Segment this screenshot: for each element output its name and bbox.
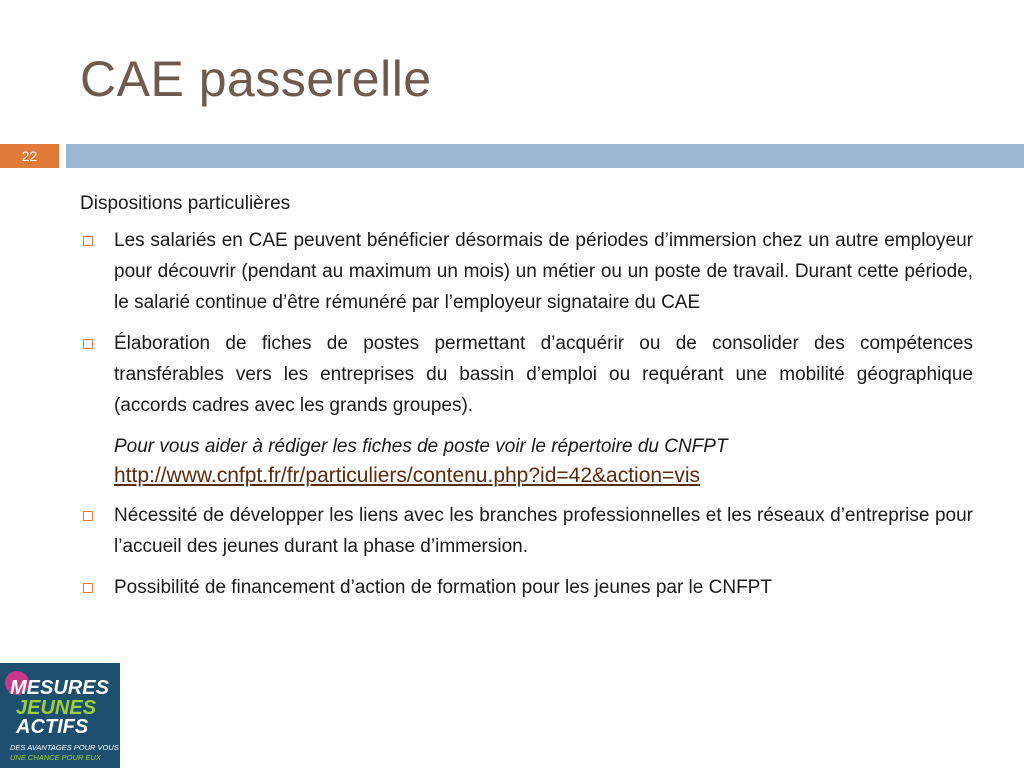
mesures-jeunes-actifs-logo: [0, 663, 120, 768]
bullet-item: [80, 500, 973, 562]
logo-line-mesures: MESURES: [10, 677, 109, 699]
logo-line-actifs: ACTIFS: [16, 716, 89, 738]
bullet-text: Possibilité de financement d’action de formation pour les jeunes par le CNFPT: [114, 577, 772, 598]
square-bullet-icon: [83, 511, 93, 521]
bullet-item: [80, 225, 973, 318]
square-bullet-icon: [83, 236, 93, 246]
logo-line-jeunes: JEUNES: [16, 697, 97, 719]
title-divider-bar: [66, 144, 1024, 168]
slide-content: [80, 188, 973, 613]
bullet-item: [80, 572, 973, 603]
note-paragraph: [80, 431, 973, 490]
bullet-text: Nécessité de développer les liens avec les branches professionnelles et les réseaux d’entreprise pour l’accueil des jeunes durant la phase d’immersion.: [114, 505, 973, 557]
slide-number: 22: [0, 144, 59, 168]
bullet-text: Élaboration de fiches de postes permettant d’acquérir ou de consolider des compétences transférables vers les entreprises du bassin d’emploi ou requérant une mobilité géographique (accords cadres avec les grands groupes).: [114, 333, 973, 416]
section-subheading: Dispositions particulières: [80, 193, 291, 214]
logo-tagline-1: DES AVANTAGES POUR VOUS: [10, 743, 119, 752]
cnfpt-link[interactable]: http://www.cnfpt.fr/fr/particuliers/contenu.php?id=42&action=vis: [114, 464, 700, 487]
slide-title: CAE passerelle: [80, 51, 432, 107]
bullet-item: [80, 328, 973, 421]
logo-tagline-2: UNE CHANCE POUR EUX: [10, 753, 101, 762]
square-bullet-icon: [83, 583, 93, 593]
note-text: Pour vous aider à rédiger les fiches de poste voir le répertoire du CNFPT: [114, 436, 728, 457]
bullet-text: Les salariés en CAE peuvent bénéficier désormais de périodes d’immersion chez un autre employeur pour découvrir (pendant au maximum un mois) un métier ou un poste de travail. Durant cette période, le salarié continue d’être rémunéré par l’employeur signataire du CAE: [114, 230, 973, 313]
square-bullet-icon: [83, 339, 93, 349]
